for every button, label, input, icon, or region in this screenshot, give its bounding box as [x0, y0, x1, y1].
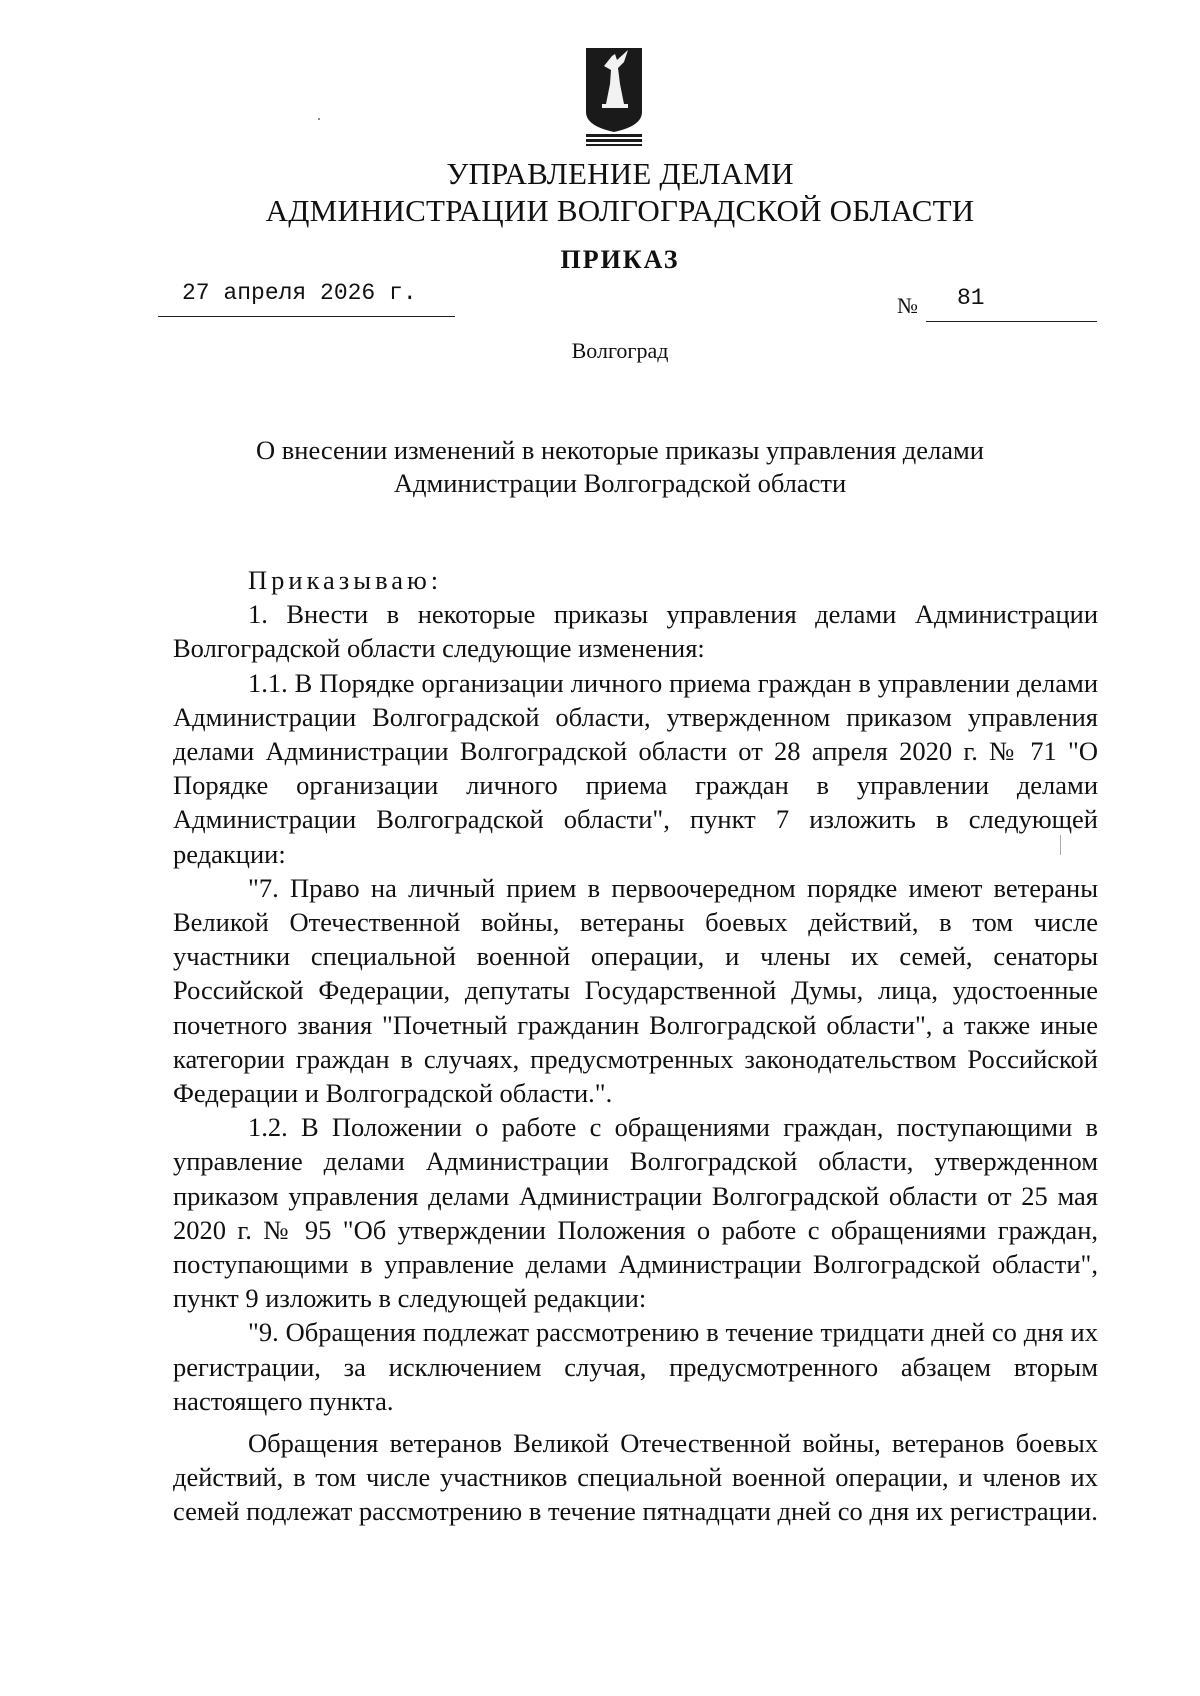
organization-name-line2: АДМИНИСТРАЦИИ ВОЛГОГРАДСКОЙ ОБЛАСТИ — [265, 193, 975, 228]
document-date: 27 апреля 2026 г. — [182, 280, 417, 306]
scan-speck — [318, 118, 320, 120]
paragraph-1: 1. Внести в некоторые приказы управления делами Администрации Волгоградской области следующие изменения: — [173, 599, 1098, 664]
scan-mark — [1060, 835, 1062, 855]
document-type-title: ПРИКАЗ — [560, 245, 680, 274]
date-underline — [158, 316, 455, 317]
paragraph-1-1: 1.1. В Порядке организации личного приема граждан в управлении делами Администрации Волгоградской области, утвержденном приказом управления делами Администрации Волгоградской области от 28 апреля 2020 г. № 71 "О Порядке организации личного приема граждан в управлении делами Администрации Волгоградской области", пункт 7 изложить в следующей редакции: — [173, 667, 1098, 869]
number-underline — [926, 321, 1097, 322]
paragraph-quote-7: "7. Право на личный прием в первоочередном порядке имеют ветераны Великой Отечественной войны, ветераны боевых действий, в том числе участники специальной военной операции, и члены их семей, сенаторы Российской Федерации, депутаты Государственной Думы, лица, удостоенные почетного звания "Почетный гражданин Волгоградской области", а также иные категории граждан в случаях, предусмотренных законодательством Российской Федерации и Волгоградской области.". — [173, 872, 1098, 1109]
subject-line1: О внесении изменений в некоторые приказы управления делами — [256, 435, 984, 465]
number-field — [897, 285, 1097, 327]
document-number: 81 — [957, 285, 985, 311]
document-body — [173, 563, 1098, 1529]
document-subject — [170, 434, 1070, 500]
order-word: Приказываю: — [248, 565, 443, 595]
coat-of-arms-icon — [584, 46, 644, 146]
subject-line2: Администрации Волгоградской области — [393, 468, 847, 498]
paragraph-1-2: 1.2. В Положении о работе с обращениями граждан, поступающими в управление делами Администрации Волгоградской области, утвержденном приказом управления делами Администрации Волгоградской области от 25 мая 2020 г. № 95 "Об утверждении Положения о работе с обращениями граждан, поступающими в управление делами Администрации Волгоградской области", пункт 9 изложить в следующей редакции: — [173, 1112, 1098, 1314]
city-name: Волгоград — [571, 338, 669, 363]
paragraph-quote-9-second: Обращения ветеранов Великой Отечественной войны, ветеранов боевых действий, в том числе участников специальной военной операции, и членов их семей подлежат рассмотрению в течение пятнадцати дней со дня их регистрации. — [173, 1428, 1098, 1527]
paragraph-quote-9: "9. Обращения подлежат рассмотрению в течение тридцати дней со дня их регистрации, за исключением случая, предусмотренного абзацем вторым настоящего пункта. — [173, 1317, 1098, 1416]
number-sign: № — [897, 293, 918, 318]
date-field — [158, 280, 455, 322]
organization-name-line1: УПРАВЛЕНИЕ ДЕЛАМИ — [446, 156, 794, 191]
